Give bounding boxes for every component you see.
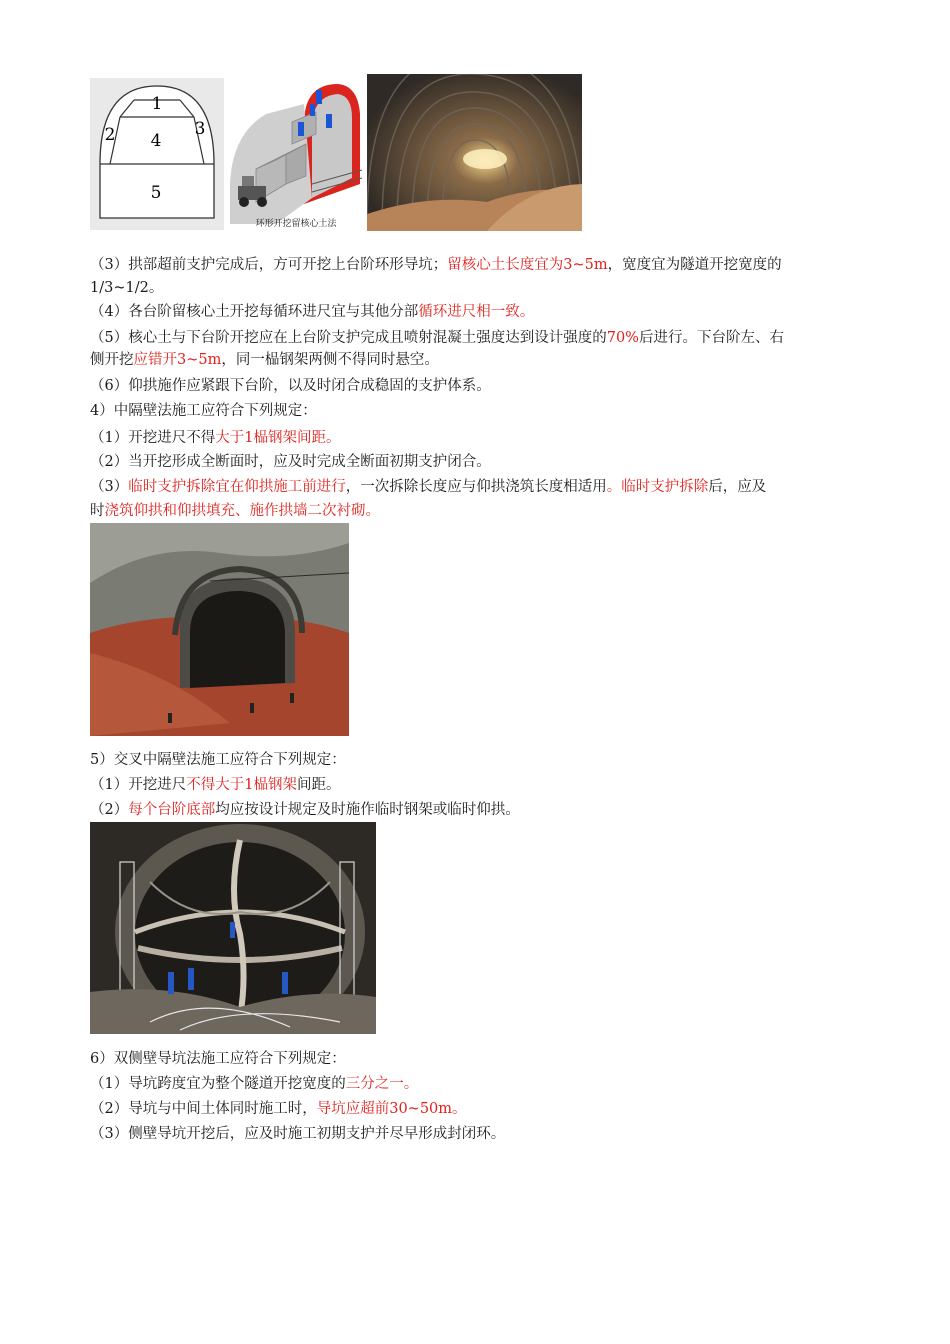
body-text: （2）: [90, 802, 129, 818]
body-text: 后，应及: [708, 479, 767, 495]
diagram-label-5: 5: [150, 183, 162, 203]
highlighted-text: 三分之一。: [345, 1076, 419, 1092]
crd-rule-2: [90, 800, 520, 820]
highlighted-text: 70%: [606, 330, 639, 346]
highlighted-text: 大于1榀钢架间距。: [215, 430, 341, 446]
cd-method-heading: 4）中隔壁法施工应符合下列规定：: [90, 403, 317, 419]
body-text: （4）各台阶留核心土开挖每循环进尺宜与其他分部: [90, 304, 419, 320]
para-invert: （6）仰拱施作应紧跟下台阶，以及时闭合成稳固的支护体系。: [90, 378, 491, 394]
cd-rule-3-cont: [90, 501, 380, 521]
tunnel-portal-photo: [90, 523, 349, 736]
body-text: 间距。: [296, 777, 341, 793]
highlighted-text: 浇筑仰拱和仰拱填充、施作拱墙二次衬砌。: [104, 503, 380, 519]
highlighted-text: 每个台阶底部: [128, 802, 216, 818]
diagram-label-3: 3: [194, 119, 206, 139]
body-text: ，同一榀钢架两侧不得同时悬空。: [221, 352, 439, 368]
highlighted-text: 不得大于1榀钢架: [186, 777, 297, 793]
body-text: 侧开挖: [90, 352, 134, 368]
body-text: ，宽度宜为隧道开挖宽度的: [607, 257, 782, 273]
body-text: （1）开挖进尺不得: [90, 430, 216, 446]
cross-diaphragm-photo: [90, 822, 376, 1034]
body-text: （1）导坑跨度宜为整个隧道开挖宽度的: [90, 1076, 346, 1092]
highlighted-text: 。临时支护拆除: [606, 479, 709, 495]
diagram-label-2: 2: [104, 125, 116, 145]
section-division-diagram: [90, 78, 224, 230]
highlighted-text: 临时支护拆除宜在仰拱施工前进行: [128, 479, 346, 495]
body-text: 均应按设计规定及时施作临时钢架或临时仰拱。: [215, 802, 520, 818]
cd-rule-2: （2）当开挖形成全断面时，应及时完成全断面初期支护闭合。: [90, 454, 491, 470]
para-lower-bench: [90, 328, 784, 348]
core-soil-excavation-illustration: [226, 74, 366, 232]
diagram-label-4: 4: [150, 131, 162, 151]
drift-rule-3: （3）侧壁导坑开挖后，应及时施工初期支护并尽早形成封闭环。: [90, 1126, 506, 1142]
para-lower-bench-cont: [90, 350, 439, 370]
drift-rule-1: [90, 1074, 418, 1094]
para-upper-bench: [90, 255, 782, 275]
body-text: （3）: [90, 479, 129, 495]
body-text: 时: [90, 503, 105, 519]
cd-rule-1: [90, 428, 340, 448]
body-text: （3）拱部超前支护完成后，方可开挖上台阶环形导坑；: [90, 257, 448, 273]
drift-rule-2: [90, 1099, 467, 1119]
para-core-advance: [90, 302, 534, 322]
crd-method-heading: 5）交叉中隔壁法施工应符合下列规定：: [90, 752, 346, 768]
drift-method-heading: 6）双侧壁导坑法施工应符合下列规定：: [90, 1051, 346, 1067]
crd-rule-1: [90, 775, 340, 795]
highlighted-text: 导坑应超前30~50m。: [316, 1101, 467, 1117]
core-soil-caption: 环形开挖留核心土法: [255, 219, 337, 229]
tunnel-interior-photo: [367, 74, 582, 231]
diagram-label-1: 1: [151, 94, 163, 114]
highlighted-text: 应错开3~5m: [133, 352, 222, 368]
body-text: ，一次拆除长度应与仰拱浇筑长度相适用: [345, 479, 607, 495]
body-text: （2）导坑与中间土体同时施工时，: [90, 1101, 317, 1117]
body-text: （1）开挖进尺: [90, 777, 187, 793]
cd-rule-3: [90, 477, 766, 497]
highlighted-text: 循环进尺相一致。: [418, 304, 535, 320]
para-upper-bench-cont: 1/3~1/2。: [90, 280, 164, 296]
highlighted-text: 留核心土长度宜为3~5m: [447, 257, 608, 273]
body-text: （5）核心土与下台阶开挖应在上台阶支护完成且喷射混凝土强度达到设计强度的: [90, 330, 607, 346]
body-text: 后进行。下台阶左、右: [638, 330, 784, 346]
